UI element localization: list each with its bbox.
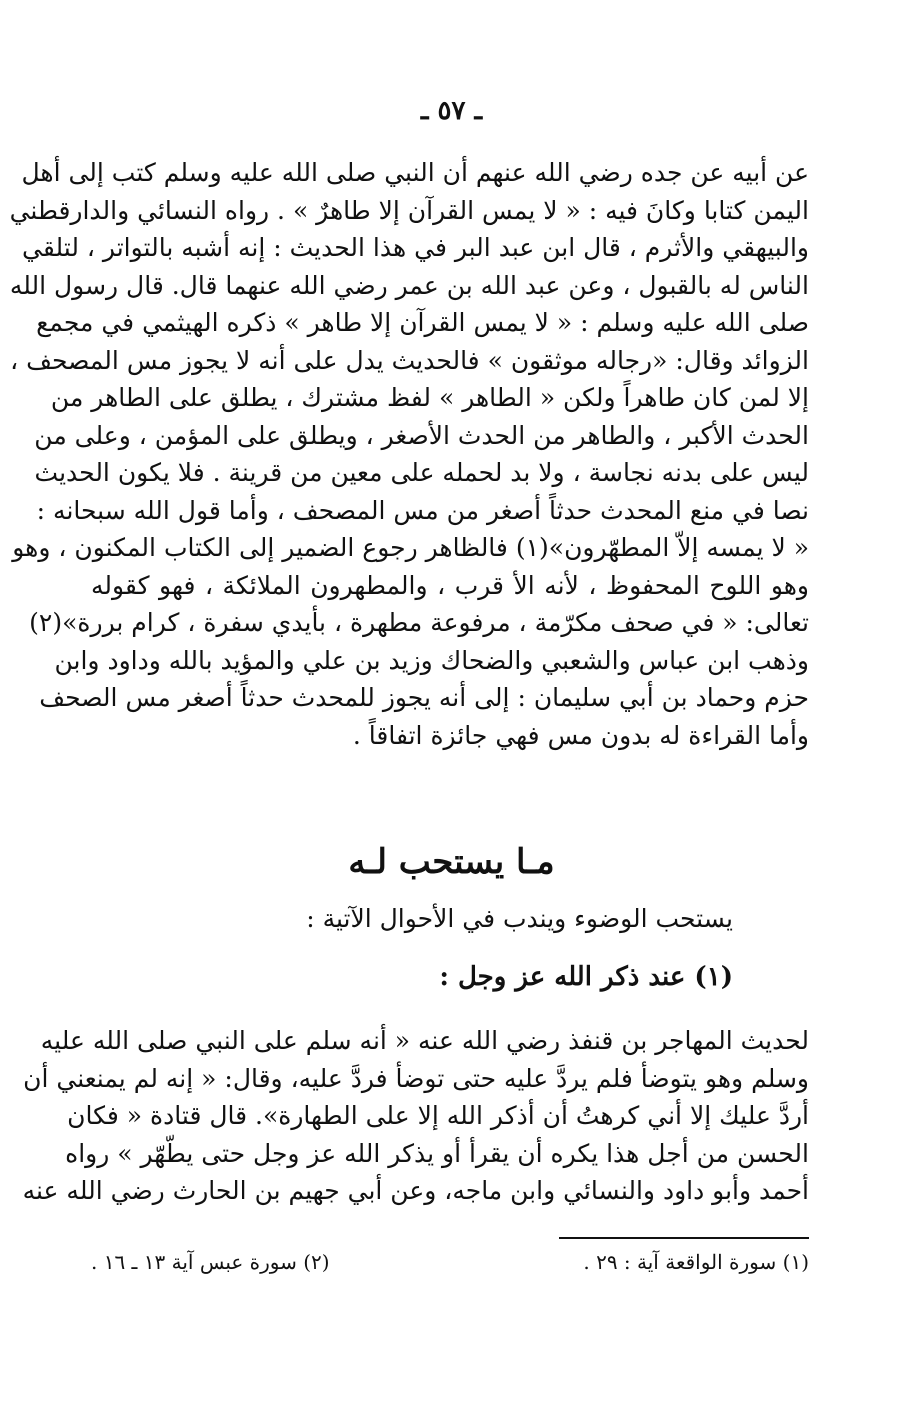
text-line: الزوائد وقال: «رجاله موثقون » فالحديث يدل على أنه لا يجوز مس المصحف ، xyxy=(10,345,809,375)
text-line: تعالى: « في صحف مكرّمة ، مرفوعة مطهرة ، بأيدي سفرة ، كرام بررة»(٢) xyxy=(29,608,809,637)
footnote-divider xyxy=(559,1237,809,1239)
text-line: عن أبيه عن جده رضي الله عنهم أن النبي صلى الله عليه وسلم كتب إلى أهل xyxy=(21,158,809,187)
text-line: وسلم وهو يتوضأ فلم يردَّ عليه حتى توضأ فردَّ عليه، وقال: « إنه لم يمنعني أن xyxy=(23,1063,809,1093)
footnote-1: (١) سورة الواقعة آية : ٢٩ . xyxy=(583,1250,809,1274)
paragraph-hadith-discussion xyxy=(9,154,809,754)
page-number: ـ ٥٧ ـ xyxy=(420,96,483,126)
section-intro: يستحب الوضوء ويندب في الأحوال الآتية : xyxy=(306,904,733,933)
text-line: اليمن كتابا وكانَ فيه : « لا يمس القرآن إلا طاهرٌ » . رواه النسائي والدارقطني xyxy=(9,195,809,225)
text-line: وهو اللوح المحفوظ ، لأنه الأ قرب ، والمطهرون الملائكة ، فهو كقوله xyxy=(91,570,809,600)
section-title: مـا يستحب لـه xyxy=(348,842,555,882)
text-line: الحسن من أجل هذا يكره أن يقرأ أو يذكر الله عز وجل حتى يطّهّر » رواه xyxy=(65,1138,809,1168)
text-line: إلا لمن كان طاهراً ولكن « الطاهر » لفظ مشترك ، يطلق على الطاهر من xyxy=(50,383,809,412)
text-line: لحديث المهاجر بن قنفذ رضي الله عنه « أنه سلم على النبي صلى الله عليه xyxy=(40,1026,809,1055)
text-line: أحمد وأبو داود والنسائي وابن ماجه، وعن أبي جهيم بن الحارث رضي الله عنه xyxy=(22,1176,809,1205)
footnotes xyxy=(91,1250,809,1274)
text-line: والبيهقي والأثرم ، قال ابن عبد البر في هذا الحديث : إنه أشبه بالتواتر ، لتلقي xyxy=(22,233,809,262)
footnote-2: (٢) سورة عبس آية ١٣ ـ ١٦ . xyxy=(91,1250,330,1274)
subheading: (١) عند ذكر الله عز وجل : xyxy=(439,962,733,992)
text-line: « لا يمسه إلاّ المطهّرون»(١) فالظاهر رجوع الضمير إلى الكتاب المكنون ، وهو xyxy=(12,533,809,562)
text-line: الناس له بالقبول ، وعن عبد الله بن عمر رضي الله عنهما قال. قال رسول الله xyxy=(9,270,809,300)
text-line: أردَّ عليك إلا أني كرهتُ أن أذكر الله إلا على الطهارة». قال قتادة « فكان xyxy=(67,1101,809,1130)
text-line: حزم وحماد بن أبي سليمان : إلى أنه يجوز للمحدث حدثاً أصغر مس الصحف xyxy=(39,683,809,712)
text-line: وذهب ابن عباس والشعبي والضحاك وزيد بن علي والمؤيد بالله وداود وابن xyxy=(54,645,809,675)
text-line: وأما القراءة له بدون مس فهي جائزة اتفاقاً . xyxy=(352,720,809,750)
text-line: الحدث الأكبر ، والطاهر من الحدث الأصغر ، ويطلق على المؤمن ، وعلى من xyxy=(34,420,809,450)
text-line: ليس على بدنه نجاسة ، ولا بد لحمله على معين من قرينة . فلا يكون الحديث xyxy=(34,458,809,487)
text-line: نصا في منع المحدث حدثاً أصغر من مس المصحف ، وأما قول الله سبحانه : xyxy=(36,495,809,525)
paragraph-dhikr-hadith xyxy=(22,1022,809,1210)
text-line: صلى الله عليه وسلم : « لا يمس القرآن إلا طاهر » ذكره الهيثمي في مجمع xyxy=(36,308,809,337)
